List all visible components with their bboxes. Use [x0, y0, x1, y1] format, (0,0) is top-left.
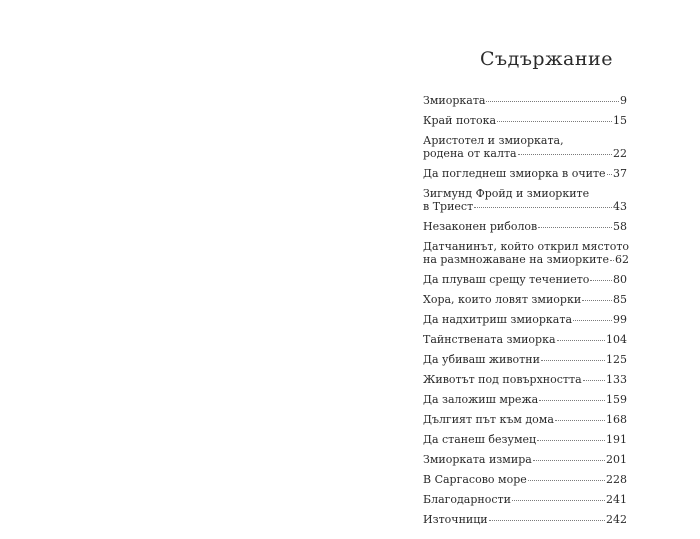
toc-entry-row — [423, 413, 627, 426]
toc-entry — [423, 240, 630, 266]
toc-entry-row — [423, 220, 627, 233]
toc-page-number: 85 — [613, 293, 627, 306]
dot-leader — [539, 400, 605, 401]
toc-entry — [423, 373, 627, 386]
toc-entry — [423, 353, 627, 366]
toc-page-number: 43 — [613, 200, 627, 213]
toc-entry — [423, 94, 627, 107]
dot-leader — [557, 340, 605, 341]
toc-entry-title: Змиорката — [423, 94, 486, 107]
toc-entry-row — [423, 253, 630, 266]
dot-leader — [607, 174, 612, 175]
toc-entry-title: Да заложиш мрежа — [423, 393, 539, 406]
toc-entry-title: Благодарности — [423, 493, 511, 506]
toc-entry-title: Незаконен риболов — [423, 220, 538, 233]
toc-entry — [423, 433, 627, 446]
toc-entry — [423, 220, 627, 233]
toc-entry-row — [423, 333, 627, 346]
toc-entry — [423, 134, 627, 160]
toc-entry-row — [423, 473, 627, 486]
table-of-contents — [423, 94, 630, 533]
dot-leader — [528, 480, 605, 481]
toc-entry-title: Тайнствената змиорка — [423, 333, 556, 346]
toc-entry-row — [423, 147, 627, 160]
toc-entry-row — [423, 273, 627, 286]
toc-entry-title: Хора, които ловят змиорки — [423, 293, 582, 306]
toc-page-number: 62 — [615, 253, 630, 266]
toc-entry-title: В Саргасово море — [423, 473, 527, 486]
toc-entry-row — [423, 293, 627, 306]
toc-page-number: 191 — [606, 433, 627, 446]
toc-entry — [423, 167, 627, 180]
toc-entry — [423, 313, 627, 326]
dot-leader — [512, 500, 605, 501]
toc-page-number: 228 — [606, 473, 627, 486]
toc-entry-title: Да надхитриш змиорката — [423, 313, 573, 326]
toc-title: Съдържание — [480, 48, 613, 70]
dot-leader — [489, 520, 605, 521]
dot-leader — [497, 121, 612, 122]
toc-page-number: 168 — [606, 413, 627, 426]
toc-page-number: 201 — [606, 453, 627, 466]
toc-page-number: 104 — [606, 333, 627, 346]
toc-entry-title: Да погледнеш змиорка в очите — [423, 167, 606, 180]
toc-page-number: 15 — [613, 114, 627, 127]
toc-entry — [423, 493, 627, 506]
toc-entry — [423, 413, 627, 426]
dot-leader — [541, 360, 605, 361]
dot-leader — [590, 280, 612, 281]
toc-entry-row — [423, 313, 627, 326]
toc-entry — [423, 473, 627, 486]
toc-entry-title: Източници — [423, 513, 488, 526]
toc-entry-row — [423, 373, 627, 386]
dot-leader — [555, 420, 605, 421]
toc-entry-row — [423, 433, 627, 446]
dot-leader — [538, 227, 612, 228]
toc-entry-title: родена от калта — [423, 147, 517, 160]
toc-entry-title: Да станеш безумец — [423, 433, 537, 446]
toc-entry-title: Край потока — [423, 114, 497, 127]
toc-entry — [423, 333, 627, 346]
toc-entry — [423, 187, 627, 213]
toc-entry-title: Животът под повърхността — [423, 373, 582, 386]
toc-page-number: 159 — [606, 393, 627, 406]
toc-page-number: 22 — [613, 147, 627, 160]
toc-page-number: 99 — [613, 313, 627, 326]
toc-entry — [423, 513, 627, 526]
toc-entry-title-line1: Аристотел и змиорката, — [423, 134, 564, 147]
toc-entry — [423, 114, 627, 127]
toc-entry-title: Да убиваш животни — [423, 353, 540, 366]
toc-entry-row — [423, 493, 627, 506]
toc-entry-row — [423, 393, 627, 406]
dot-leader — [518, 154, 612, 155]
toc-entry-title: Дългият път към дома — [423, 413, 554, 426]
toc-page-number: 58 — [613, 220, 627, 233]
toc-entry-title-line1: Зигмунд Фройд и змиорките — [423, 187, 590, 200]
toc-entry-row — [423, 453, 627, 466]
dot-leader — [474, 207, 612, 208]
toc-entry-row — [423, 200, 627, 213]
dot-leader — [582, 300, 612, 301]
dot-leader — [537, 440, 605, 441]
toc-page-number: 125 — [606, 353, 627, 366]
toc-entry-row — [423, 114, 627, 127]
toc-entry-title: в Триест — [423, 200, 474, 213]
toc-entry-row — [423, 513, 627, 526]
toc-page-number: 9 — [620, 94, 627, 107]
toc-entry — [423, 293, 627, 306]
toc-page-number: 133 — [606, 373, 627, 386]
dot-leader — [486, 101, 619, 102]
toc-entry-title-line1: Датчанинът, който открил мястото — [423, 240, 630, 253]
toc-entry — [423, 393, 627, 406]
toc-entry-row — [423, 94, 627, 107]
toc-entry-row — [423, 167, 627, 180]
toc-entry-row — [423, 353, 627, 366]
toc-entry — [423, 273, 627, 286]
toc-page-number: 241 — [606, 493, 627, 506]
dot-leader — [573, 320, 612, 321]
toc-page-number: 37 — [613, 167, 627, 180]
dot-leader — [583, 380, 605, 381]
toc-entry-title: Да плуваш срещу течението — [423, 273, 590, 286]
toc-entry-title: Змиорката измира — [423, 453, 532, 466]
toc-entry — [423, 453, 627, 466]
dot-leader — [610, 260, 614, 261]
dot-leader — [533, 460, 605, 461]
toc-entry-title: на размножаване на змиорките — [423, 253, 610, 266]
toc-page-number: 242 — [606, 513, 627, 526]
toc-page-number: 80 — [613, 273, 627, 286]
